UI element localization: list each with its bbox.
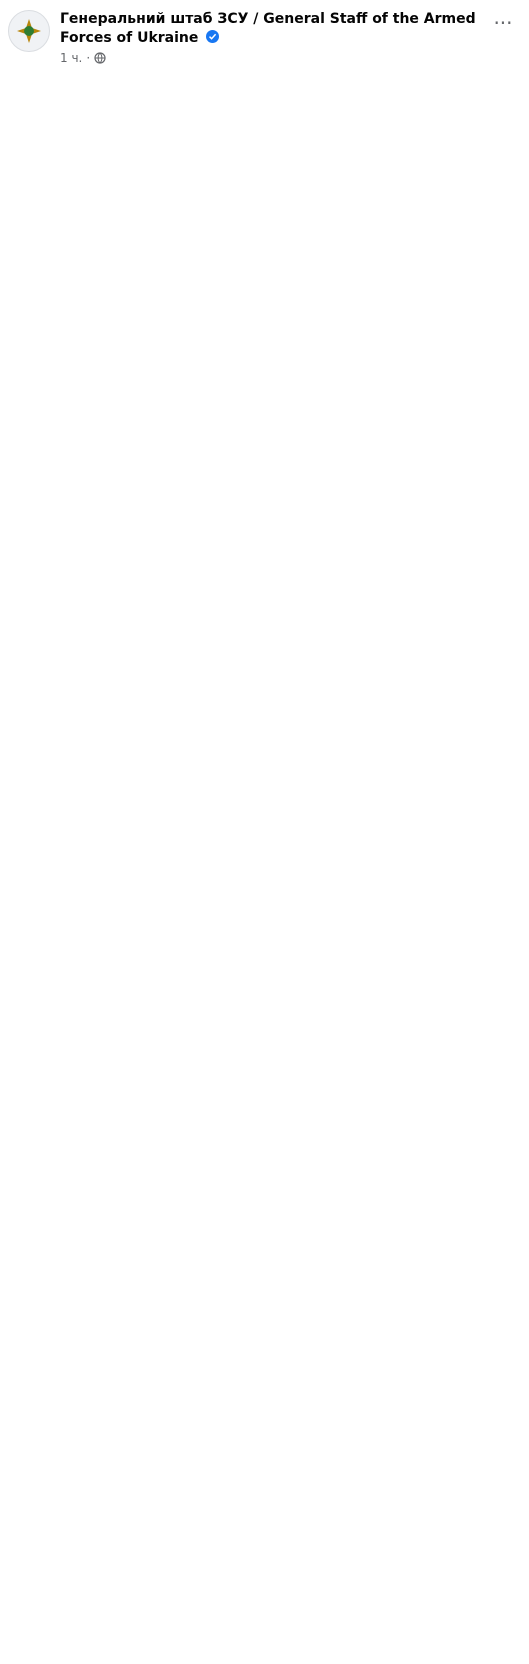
author-name[interactable]: Генеральний штаб ЗСУ / General Staff of the Armed Forces of Ukraine [60, 11, 476, 46]
page-avatar[interactable] [8, 10, 50, 52]
meta-separator: · [86, 51, 91, 65]
more-options-button[interactable]: ··· [493, 11, 513, 35]
post-text [0, 65, 529, 75]
post-header [0, 0, 529, 65]
verified-badge-icon [206, 30, 219, 43]
post-timestamp[interactable]: 1 ч. [60, 51, 83, 65]
emblem-icon [15, 17, 43, 45]
globe-icon [94, 52, 106, 64]
